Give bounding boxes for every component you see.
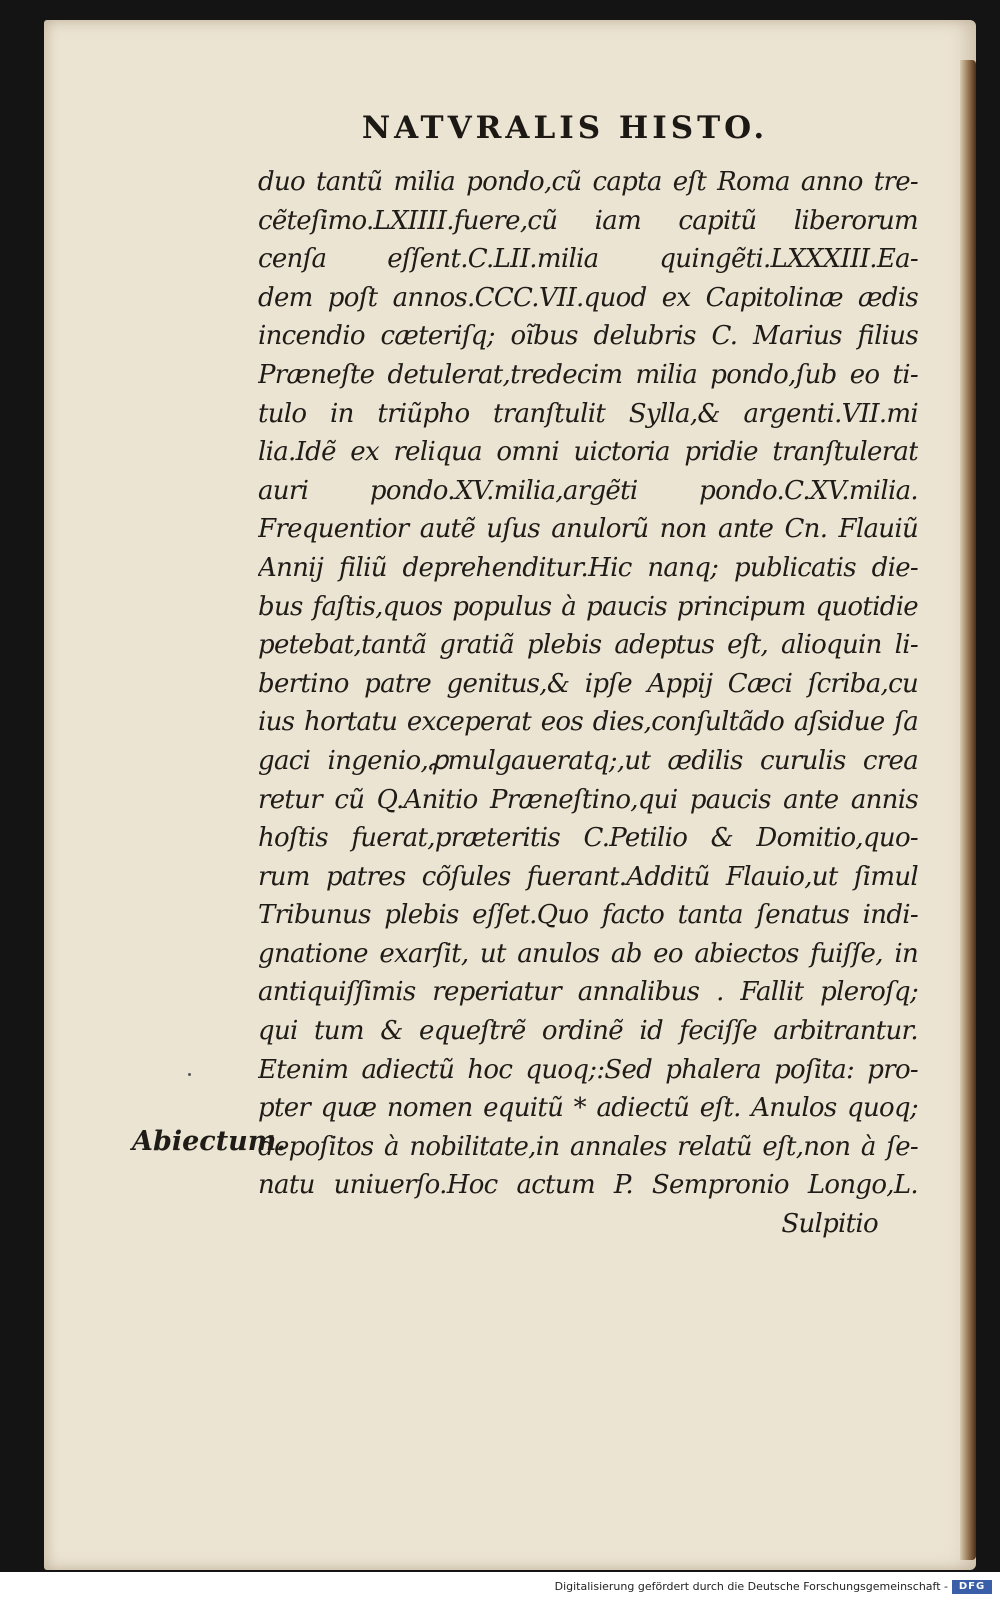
margin-note: Abiectum. xyxy=(132,1126,286,1157)
text-line: retur cũ Q.Anitio Præneſtino,qui paucis ante annis xyxy=(258,784,918,815)
footer-bar xyxy=(0,1572,1000,1600)
text-line: Etenim adiectũ hoc quoq;:Sed phalera poſita: pro- xyxy=(258,1054,918,1085)
page-edge xyxy=(960,60,976,1560)
text-line: natu uniuerſo.Hoc actum P. Sempronio Longo,L. xyxy=(258,1170,918,1201)
text-line: bus faſtis,quos populus à paucis principum quotidie xyxy=(258,591,918,622)
text-line: cẽteſimo.LXIIII.fuere,cũ iam capitũ liberorum xyxy=(258,205,918,236)
text-line: Tribunus plebis eſſet.Quo facto tanta ſenatus indi- xyxy=(258,900,918,931)
text-line: Annij filiũ deprehenditur.Hic nanq; publicatis die- xyxy=(258,552,918,583)
body-text xyxy=(258,163,918,1244)
text-line: bertino patre genitus,& ipſe Appij Cæci ſcriba,cu xyxy=(258,668,918,699)
text-line: hoſtis fuerat,præteritis C.Petilio & Domitio,quo- xyxy=(258,823,918,854)
running-head: NATVRALIS HISTO. xyxy=(361,110,769,146)
text-line: auri pondo.XV.milia,argẽti pondo.C.XV.milia. xyxy=(258,475,918,506)
text-line: gaci ingenio,ꝓmulgaueratq;,ut ædilis curulis crea xyxy=(258,745,918,776)
text-line: Sulpitio xyxy=(781,1209,878,1240)
text-line: ius hortatu exceperat eos dies,conſultãdo aſsidue ſa xyxy=(258,707,918,738)
text-line: cenſa eſſent.C.LII.milia quingẽti.LXXXIII.Ea- xyxy=(258,244,918,275)
text-line: tulo in triũpho tranſtulit Sylla,& argenti.VII.mi xyxy=(258,398,918,429)
dfg-logo: DFG xyxy=(952,1580,992,1594)
text-line: pter quæ nomen equitũ * adiectũ eſt. Anulos quoq; xyxy=(258,1093,918,1124)
text-line: lia.Idẽ ex reliqua omni uictoria pridie tranſtulerat xyxy=(258,437,918,468)
ink-speck xyxy=(188,1073,191,1076)
text-line: petebat,tantã gratiã plebis adeptus eſt, alioquin li- xyxy=(258,630,918,661)
text-line: duo tantũ milia pondo,cũ capta eſt Roma anno tre- xyxy=(258,167,918,197)
text-line: Præneſte detulerat,tredecim milia pondo,ſub eo ti- xyxy=(258,359,918,390)
text-line: Frequentior autẽ uſus anulorũ non ante Cn. Flauiũ xyxy=(258,514,918,545)
text-line: rum patres cõſules fuerant.Additũ Flauio,ut ſimul xyxy=(258,861,918,892)
footer-credit: Digitalisierung gefördert durch die Deutsche Forschungsgemeinschaft - xyxy=(554,1580,948,1593)
text-line: dem poſt annos.CCC.VII.quod ex Capitolinæ ædis xyxy=(258,282,918,313)
text-line: depoſitos à nobilitate,in annales relatũ eſt,non à ſe- xyxy=(258,1131,918,1162)
text-line: incendio cæteriſq; oĩbus delubris C. Marius filius xyxy=(258,321,918,352)
text-line: qui tum & equeſtrẽ ordinẽ id feciſſe arbitrantur. xyxy=(258,1016,918,1047)
text-line: gnatione exarſit, ut anulos ab eo abiectos fuiſſe, in xyxy=(258,938,918,969)
text-line: antiquiſſimis reperiatur annalibus . Fallit pleroſq; xyxy=(258,977,918,1008)
